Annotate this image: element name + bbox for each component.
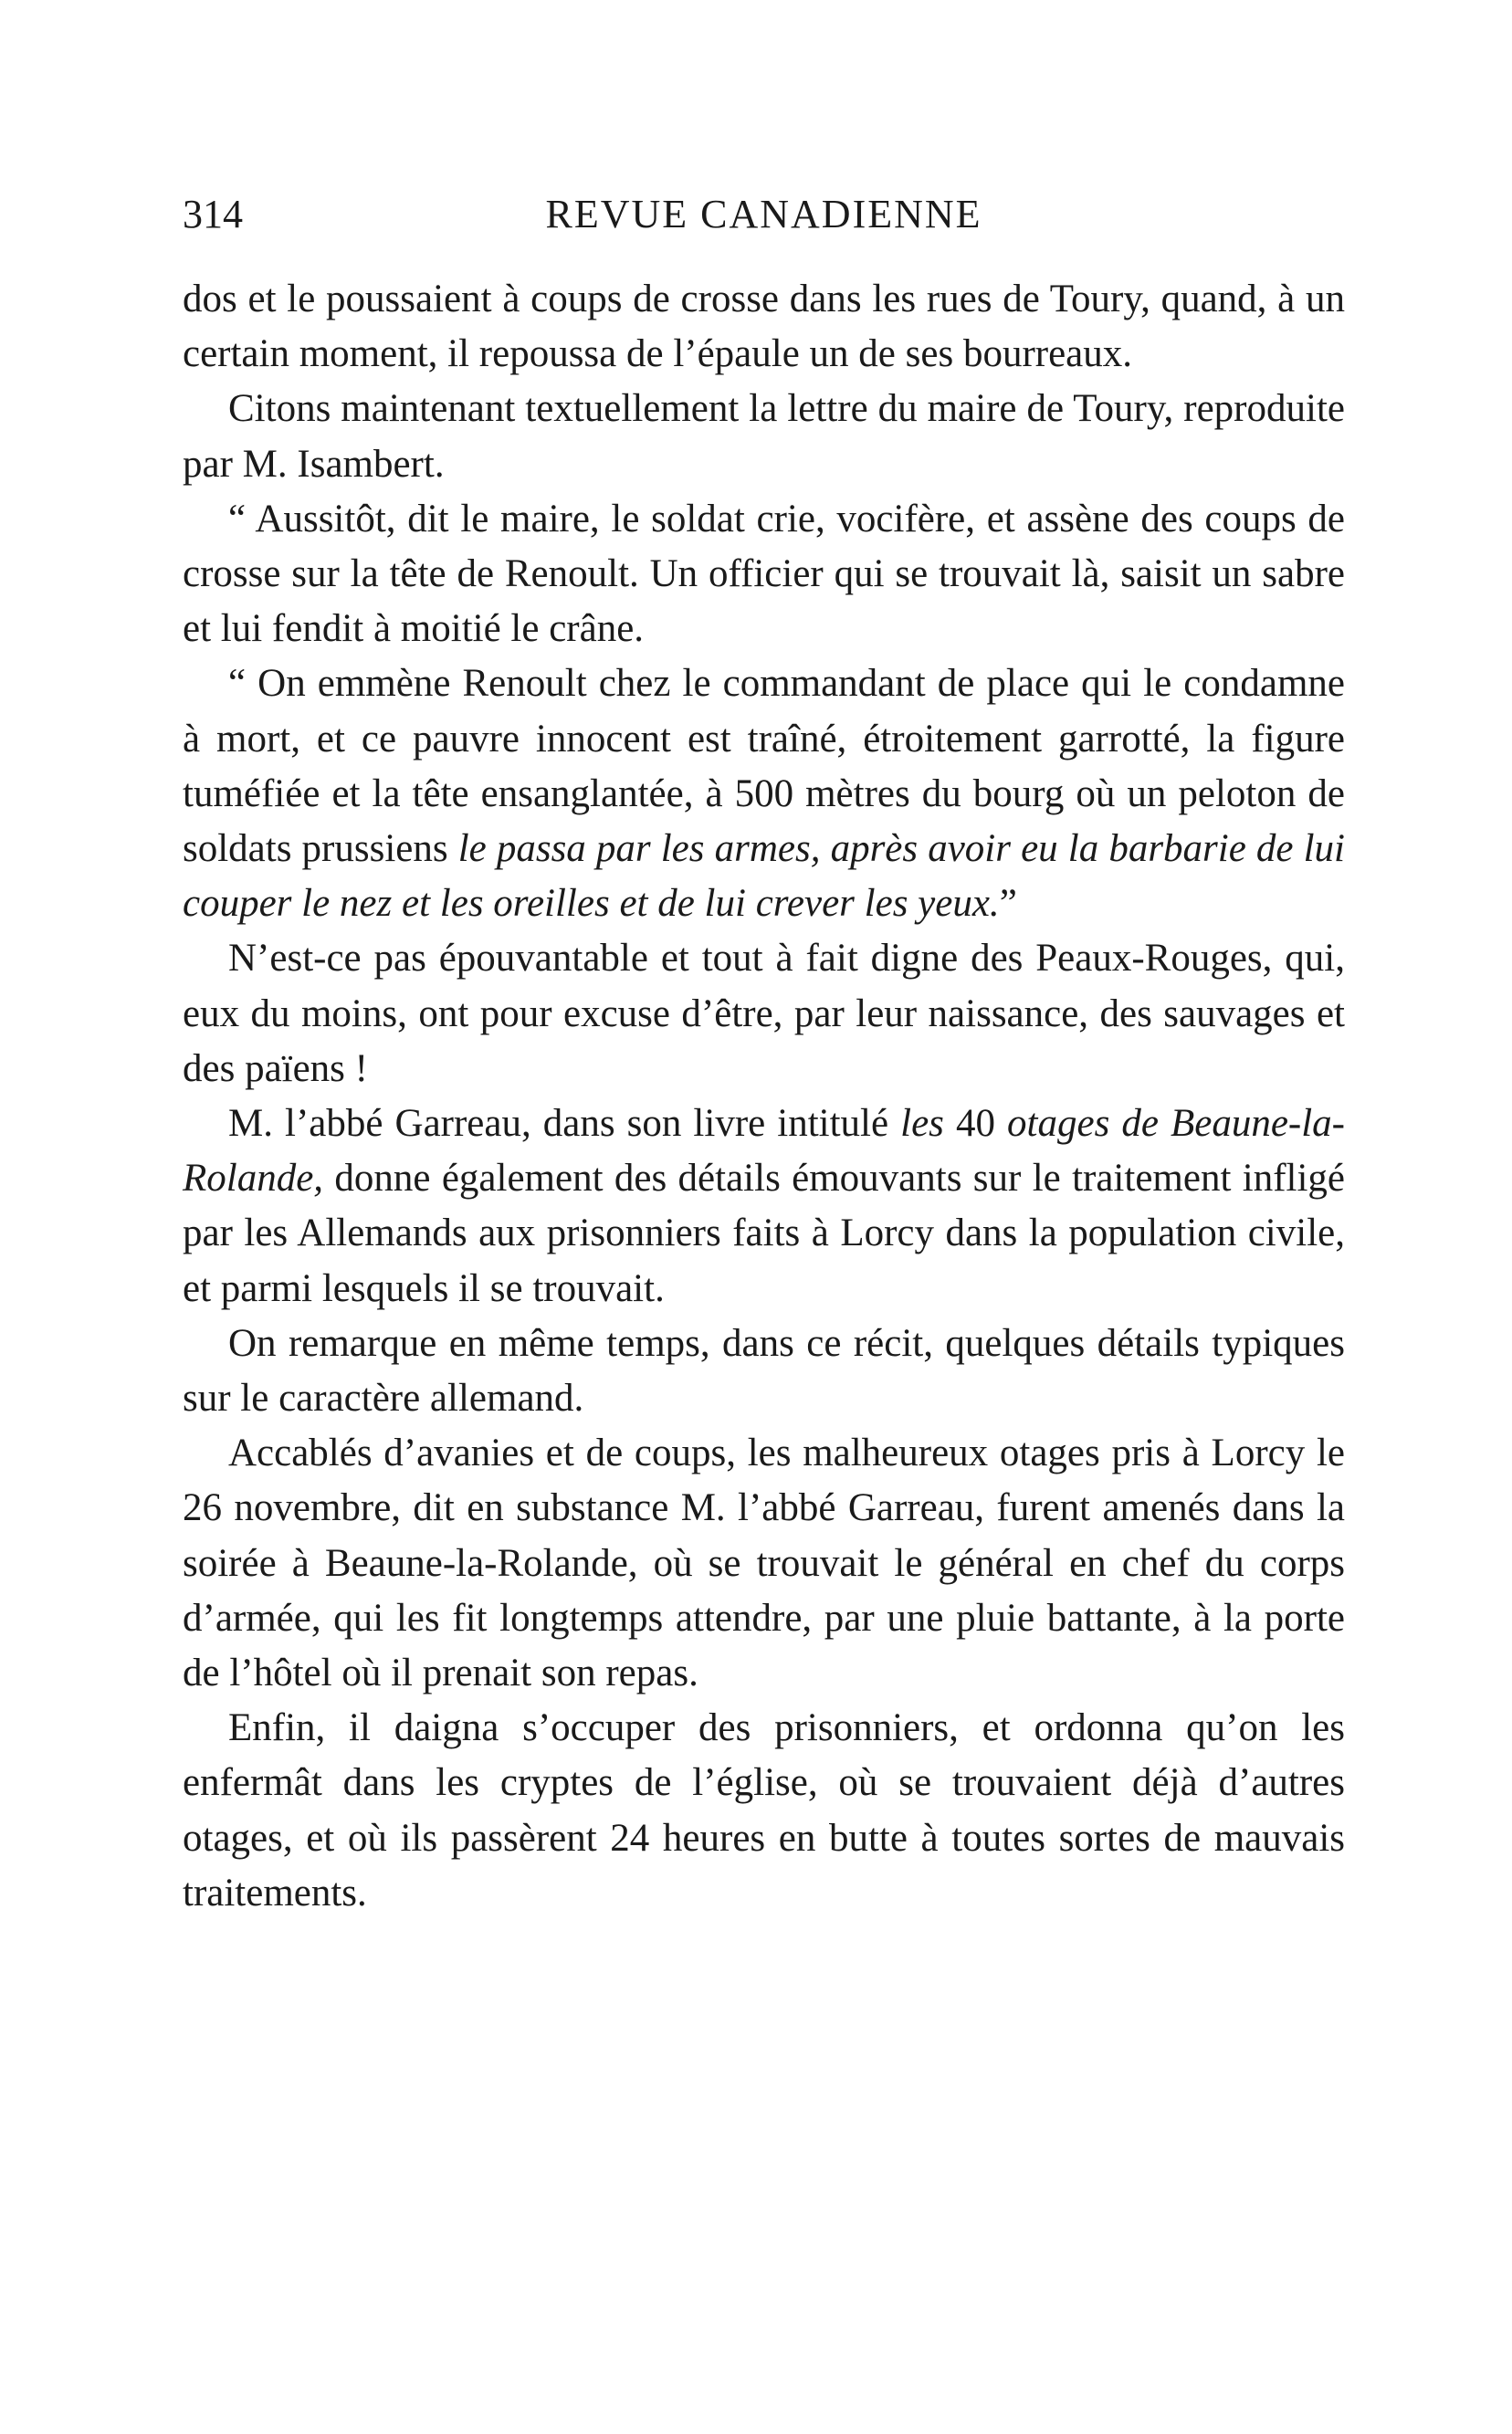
paragraph-with-citation	[183, 1096, 1345, 1317]
quote-text: “ On emmène Renoult chez le commandant de place qui le condamne à mort, et ce pauvre innocent est traîné, étroitement garrotté, la figure tuméfiée et la tête ensanglantée, à 500 mètres du bourg où un peloton de soldats prussiens	[183, 662, 1345, 871]
paragraph-continued: dos et le poussaient à coups de crosse dans les rues de Toury, quand, à un certain moment, il repoussa de l’épaule un de ses bourreaux.	[183, 278, 1345, 376]
page-number: 314	[183, 192, 243, 236]
paragraph: Enfin, il daigna s’occuper des prisonniers, et ordonna qu’on les enfermât dans les cryptes de l’église, où se trouvaient déjà d’autres otages, et où ils passèrent 24 heures en butte à toutes sortes de mauvais traitements.	[183, 1706, 1345, 1915]
text-run: M. l’abbé Garreau, dans son livre intitulé	[228, 1102, 901, 1146]
book-title-italic: otages de Beaune-la-Rolande,	[183, 1102, 1346, 1201]
journal-title: REVUE CANADIENNE	[545, 192, 982, 236]
quoted-paragraph-mixed	[183, 656, 1345, 931]
paragraph: Accablés d’avanies et de coups, les malheureux otages pris à Lorcy le 26 novembre, dit en substance M. l’abbé Garreau, furent amenés dans la soirée à Beaune-la-Rolande, où se trouvait le général en chef du corps d’armée, qui les fit longtemps attendre, par une pluie battante, à la porte de l’hôtel où il prenait son repas.	[183, 1432, 1345, 1695]
book-title-italic: les	[900, 1102, 944, 1146]
quoted-paragraph: “ Aussitôt, dit le maire, le soldat crie, vocifère, et assène des coups de crosse sur la tête de Renoult. Un officier qui se trouvait là, saisit un sabre et lui fendit à moitié le crâne.	[183, 497, 1345, 651]
closing-quote: ”	[999, 882, 1017, 926]
quote-italic-text: le passa par les armes, après avoir eu la barbarie de lui couper le nez et les oreilles et de lui crever les yeux.	[183, 827, 1346, 926]
text-run: donne également des détails émouvants sur le traitement infligé par les Allemands aux prisonniers faits à Lorcy dans la population civile, et parmi lesquels il se trouvait.	[183, 1157, 1345, 1310]
paragraph: N’est-ce pas épouvantable et tout à fait digne des Peaux-Rouges, qui, eux du moins, ont pour excuse d’être, par leur naissance, des sauvages et des païens !	[183, 937, 1345, 1090]
text-run: 40	[943, 1102, 1008, 1146]
body-text	[183, 272, 1345, 1921]
paragraph: Citons maintenant textuellement la lettre du maire de Toury, reproduite par M. Isambert.	[183, 387, 1345, 486]
paragraph: On remarque en même temps, dans ce récit, quelques détails typiques sur le caractère allemand.	[183, 1321, 1345, 1421]
running-head	[183, 187, 1345, 242]
